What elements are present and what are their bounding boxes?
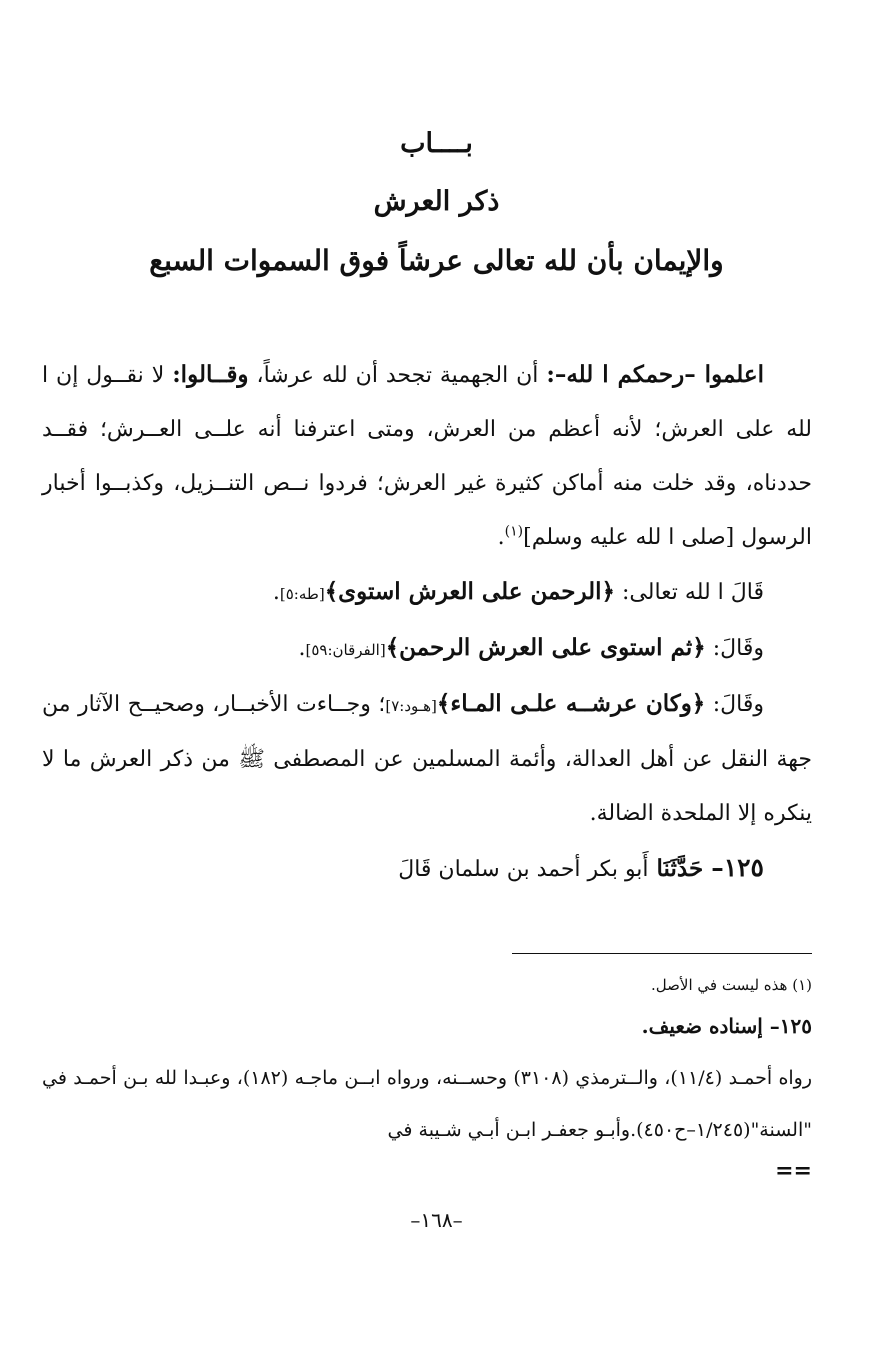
quote3-intro: وقَالَ: <box>705 692 764 717</box>
footnote-125-heading: ١٢٥– إسناده ضعيف. <box>641 1014 812 1038</box>
quote3-verse: ﴿وكان عرشــه علـى المـاء﴾ <box>436 690 706 717</box>
quote1-verse: ﴿الرحمن على العرش استوى﴾ <box>324 578 616 605</box>
hadith-125 <box>42 841 812 897</box>
quote2-ref: [الفرقان:٥٩] <box>305 641 386 659</box>
main-text <box>42 348 812 897</box>
chapter-subtitle: والإيمان بأن لله تعالى عرشاً فوق السموات السبع <box>149 244 724 277</box>
hadith-number: ١٢٥– <box>711 853 764 882</box>
continuation-mark: == <box>775 1158 812 1184</box>
intro-end: . <box>497 525 505 550</box>
hadith-haddathana: حَدَّثَنَا <box>648 855 712 882</box>
intro-bold-phrase: اعلموا –رحمكم ا لله–: <box>546 361 764 388</box>
quote1-ref: [طه:٥] <box>279 585 325 603</box>
quran-quote-1 <box>42 565 812 621</box>
page-number: –١٦٨– <box>410 1208 463 1232</box>
quote1-intro: قَالَ ا لله تعالى: <box>615 580 764 605</box>
intro-text-b: لا نقــول إن ا لله على العرش؛ لأنه أعظم من العرش، ومتى اعترفنا أنه علــى العــرش؛ فقــد حددناه، وقد خلت منه أماكن كثيرة غير العرش؛ فردوا نــص التنــزيل، وكذبــوا أخبار الرسول [صلى ا لله عليه وسلم] <box>42 363 812 550</box>
quote2-end: . <box>298 636 306 661</box>
intro-text-a: أن الجهمية تجحد أن لله عرشاً، <box>248 363 547 388</box>
quote3-ref: [هـود:٧] <box>385 697 437 715</box>
quran-quote-2 <box>42 621 812 677</box>
intro-bold-qalu: وقــالوا: <box>172 361 249 388</box>
footnote-ref: (١) <box>504 523 524 540</box>
chapter-label: بــــاب <box>400 128 473 159</box>
quote1-end: . <box>272 580 280 605</box>
hadith-chain: أَبو بكر أحمد بن سلمان قَالَ <box>398 857 649 882</box>
quote2-verse: ﴿ثم استوى على العرش الرحمن﴾ <box>385 634 706 661</box>
quote3-text: ؛ وجــاءت الأخبــار، وصحيــح الآثار من جهة النقل عن أهل العدالة، وأئمة المسلمين عن المصطفى ﷺ من ذكر العرش ما لا ينكره إلا الملحدة الضالة. <box>42 692 812 826</box>
footnotes <box>42 966 812 1156</box>
chapter-title: ذكر العرش <box>373 186 500 217</box>
footnote-divider <box>512 953 812 954</box>
quote2-intro: وقَالَ: <box>705 636 764 661</box>
paragraph-intro <box>42 348 812 565</box>
footnote-1: (١) هذه ليست في الأصل. <box>651 976 812 994</box>
footnote-125-text: رواه أحمـد (١١/٤)، والــترمذي (٣١٠٨) وحســنه، ورواه ابــن ماجـه (١٨٢)، وعبـدا لله بـن أحمـد في "السنة"(١/٢٤٥–ح٤٥٠).وأبـو جعفـر ابـن أبـي شـيبة في <box>42 1067 813 1141</box>
quran-quote-3 <box>42 677 812 841</box>
